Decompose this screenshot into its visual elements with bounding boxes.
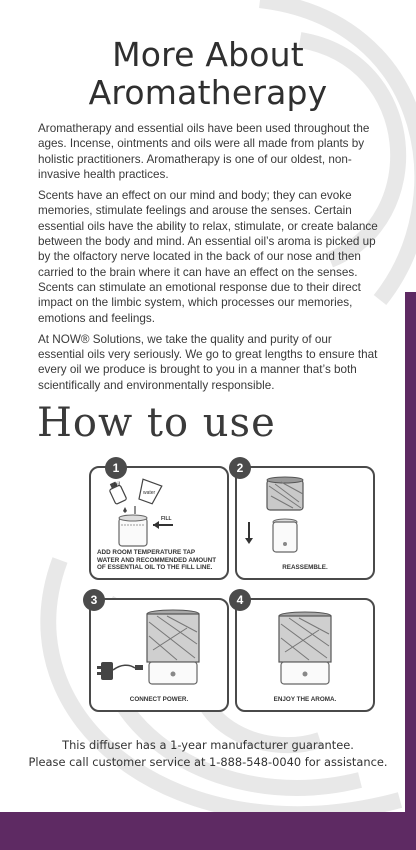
guarantee-text: [0, 737, 416, 771]
step-number: 2: [229, 457, 251, 479]
purple-side-bar: [405, 292, 416, 812]
paragraph: At NOW® Solutions, we take the quality and purity of our essential oils very seriously. We go to great lengths to ensure that every oil we produce is brought to you in a manner that’s both scientifically and environmentally responsible.: [38, 332, 378, 392]
paragraph: Aromatherapy and essential oils have been used throughout the ages. Incense, ointments and oils were all made from plants by holistic practitioners. Aromatherapy is one of our oldest, non-invasive health practices.: [38, 122, 370, 181]
step-caption: ENJOY THE AROMA.: [273, 696, 337, 704]
step-caption: ADD ROOM TEMPERATURE TAP WATER AND RECOMMENDED AMOUNT OF ESSENTIAL OIL TO THE FILL LINE.: [97, 549, 217, 572]
how-to-use-heading: How to use: [37, 400, 276, 446]
step-caption: REASSEMBLE.: [282, 564, 328, 572]
step-caption: CONNECT POWER.: [129, 696, 189, 704]
step-4-illustration: [237, 602, 373, 697]
step-4-card: [235, 593, 375, 712]
paragraph: Scents have an effect on our mind and body; they can evoke memories, stimulate feelings and arouse the senses. Certain essential oils have the ability to relax, stimulate, or create balance between the body and mind. An essential oil’s aroma is picked up by the olfactory nerve located in the back of our nose and then carried to the brain where it can have an effect on the senses. Scents can stimulate an emotional response due to their direct impact on the limbic system, which processes our memories, emotions and feelings.: [38, 189, 378, 325]
water-label: water: [143, 490, 156, 496]
title-line-2: Aromatherapy: [88, 73, 328, 112]
step-3-illustration: [91, 602, 227, 697]
purple-bottom-bar: [0, 812, 416, 850]
page-title: [0, 36, 416, 112]
step-number: 4: [229, 589, 251, 611]
oil-label: oil: [114, 482, 121, 488]
step-number: 1: [105, 457, 127, 479]
title-line-1: More About: [112, 35, 304, 74]
step-3-card: [89, 593, 229, 712]
step-number: 3: [83, 589, 105, 611]
step-1-card: [89, 461, 229, 580]
intro-text: [38, 121, 378, 399]
step-2-illustration: [237, 472, 373, 567]
fill-label: FILL: [161, 516, 172, 522]
guarantee-line-2: Please call customer service at 1-888-548-0040 for assistance.: [28, 755, 388, 769]
step-2-card: [235, 461, 375, 580]
guarantee-line-1: This diffuser has a 1-year manufacturer guarantee.: [62, 738, 354, 752]
step-1-illustration: [91, 472, 227, 547]
